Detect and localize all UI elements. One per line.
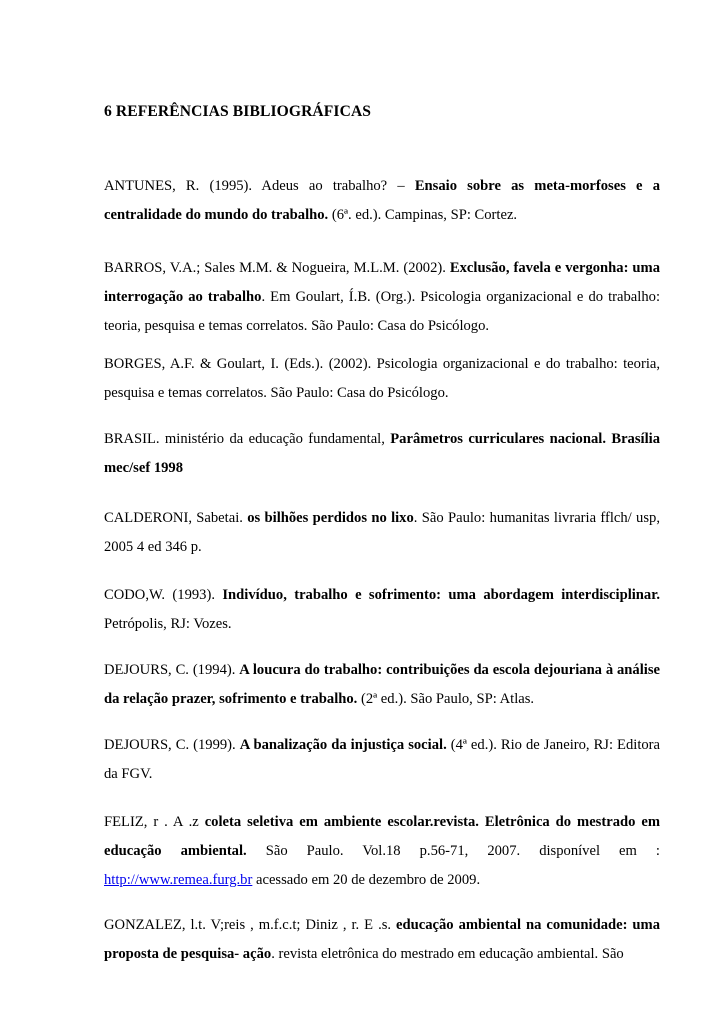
reference-title: Ensaio sobre as meta-morfoses e a centralidade do mundo do trabalho.: [104, 178, 661, 223]
reference-title: Parâmetros curriculares nacional. Brasília mec/sef 1998: [104, 431, 660, 476]
reference-title: A banalização da injustiça social.: [239, 737, 447, 753]
reference-title: A loucura do trabalho: contribuições da escola dejouriana à análise da relação prazer, sofrimento e trabalho.: [104, 662, 660, 707]
reference-item: [104, 254, 660, 341]
reference-item: [104, 425, 660, 483]
reference-text: acessado em 20 de dezembro de 2009.: [252, 872, 481, 888]
reference-text: (6ª. ed.). Campinas, SP: Cortez.: [328, 207, 518, 223]
reference-text: FELIZ, r . A .z: [104, 814, 205, 830]
reference-text: ANTUNES, R. (1995). Adeus ao trabalho? –: [104, 178, 415, 194]
reference-text: BRASIL. ministério da educação fundamental,: [104, 431, 391, 447]
reference-text: . São Paulo: humanitas livraria fflch/ usp, 2005 4 ed 346 p.: [104, 510, 660, 555]
reference-text: . Em Goulart, Í.B. (Org.). Psicologia organizacional e do trabalho: teoria, pesquisa e temas correlatos. São Paulo: Casa do Psicólogo.: [104, 289, 660, 334]
reference-item: [104, 656, 660, 714]
section-heading: 6 REFERÊNCIAS BIBLIOGRÁFICAS: [104, 103, 372, 120]
reference-item: [104, 172, 660, 230]
reference-text: DEJOURS, C. (1994).: [104, 662, 240, 678]
reference-item: [104, 581, 660, 639]
reference-title: coleta seletiva em ambiente escolar.revista. Eletrônica do mestrado em educação ambiental.: [104, 814, 660, 859]
reference-text: (2ª ed.). São Paulo, SP: Atlas.: [357, 691, 535, 707]
reference-title: os bilhões perdidos no lixo: [247, 510, 414, 526]
reference-item: [104, 731, 660, 789]
reference-item: [104, 911, 660, 969]
reference-item: [104, 504, 660, 562]
reference-title: Indivíduo, trabalho e sofrimento: uma abordagem interdisciplinar.: [222, 587, 660, 603]
reference-text: . revista eletrônica do mestrado em educação ambiental. São: [271, 946, 624, 962]
reference-title: educação ambiental na comunidade: uma proposta de pesquisa- ação: [104, 917, 660, 962]
reference-item: [104, 808, 660, 895]
reference-text: CALDERONI, Sabetai.: [104, 510, 248, 526]
reference-text: Petrópolis, RJ: Vozes.: [104, 616, 232, 632]
reference-text: BORGES, A.F. & Goulart, I. (Eds.). (2002). Psicologia organizacional e do trabalho: teoria, pesquisa e temas correlatos. São Paulo: Casa do Psicólogo.: [104, 356, 660, 401]
reference-title: Exclusão, favela e vergonha: uma interrogação ao trabalho: [104, 260, 660, 305]
reference-text: DEJOURS, C. (1999).: [104, 737, 240, 753]
reference-link[interactable]: http://www.remea.furg.br: [104, 872, 253, 888]
reference-text: GONZALEZ, l.t. V;reis , m.f.c.t; Diniz , r. E .s.: [104, 917, 397, 933]
reference-item: [104, 350, 660, 408]
reference-text: (4ª ed.). Rio de Janeiro, RJ: Editora da FGV.: [104, 737, 661, 782]
reference-text: São Paulo. Vol.18 p.56-71, 2007. disponível em :: [246, 843, 660, 859]
reference-text: BARROS, V.A.; Sales M.M. & Nogueira, M.L.M. (2002).: [104, 260, 450, 276]
reference-text: CODO,W. (1993).: [104, 587, 223, 603]
